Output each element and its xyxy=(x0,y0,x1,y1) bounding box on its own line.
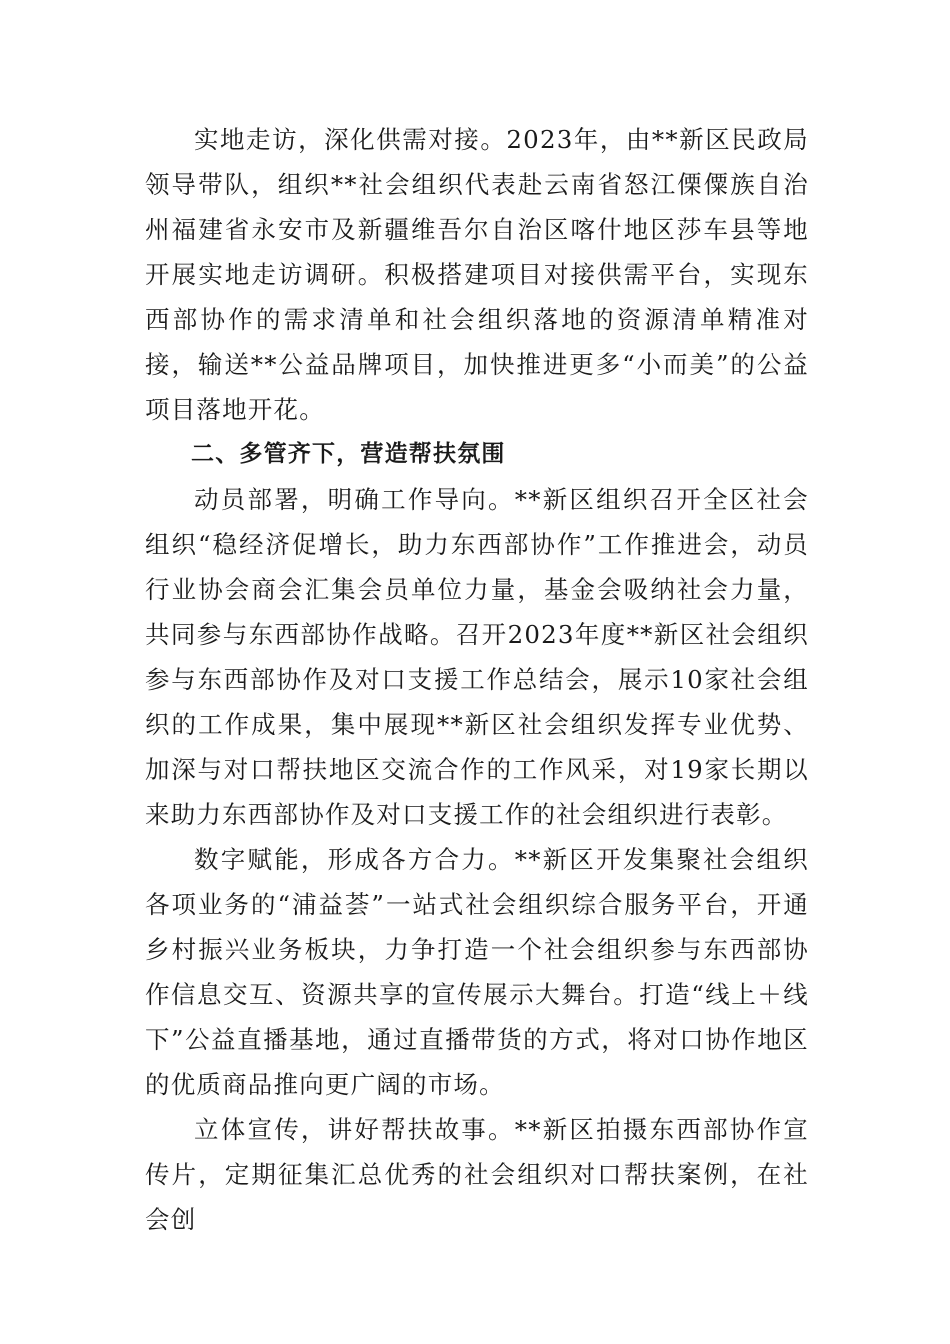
paragraph-mobilization: 动员部署，明确工作导向。**新区组织召开全区社会组织“稳经济促增长，助力东西部协作”工作推进会，动员行业协会商会汇集会员单位力量，基金会吸纳社会力量，共同参与东西部协作战略。召开2023年度**新区社会组织参与东西部协作及对口支援工作总结会，展示10家社会组织的工作成果，集中展现**新区社会组织发挥专业优势、加深与对口帮扶地区交流合作的工作风采，对19家长期以来助力东西部协作及对口支援工作的社会组织进行表彰。 xyxy=(145,485,809,829)
paragraph-digital-empowerment: 数字赋能，形成各方合力。**新区开发集聚社会组织各项业务的“浦益荟”一站式社会组织综合服务平台，开通乡村振兴业务板块，力争打造一个社会组织参与东西部协作信息交互、资源共享的宣传展示大舞台。打造“线上＋线下”公益直播基地，通过直播带货的方式，将对口协作地区的优质商品推向更广阔的市场。 xyxy=(145,845,809,1099)
paragraph-field-visit: 实地走访，深化供需对接。2023年，由**新区民政局领导带队，组织**社会组织代表赴云南省怒江傈僳族自治州福建省永安市及新疆维吾尔自治区喀什地区莎车县等地开展实地走访调研。积极搭建项目对接供需平台，实现东西部协作的需求清单和社会组织落地的资源清单精准对接，输送**公益品牌项目，加快推进更多“小而美”的公益项目落地开花。 xyxy=(145,125,809,424)
paragraph-publicity: 立体宣传，讲好帮扶故事。**新区拍摄东西部协作宣传片，定期征集汇总优秀的社会组织对口帮扶案例，在社会创 xyxy=(145,1115,809,1234)
document-body xyxy=(145,117,809,1242)
section-heading-2: 二、多管齐下，营造帮扶氛围 xyxy=(191,441,506,467)
